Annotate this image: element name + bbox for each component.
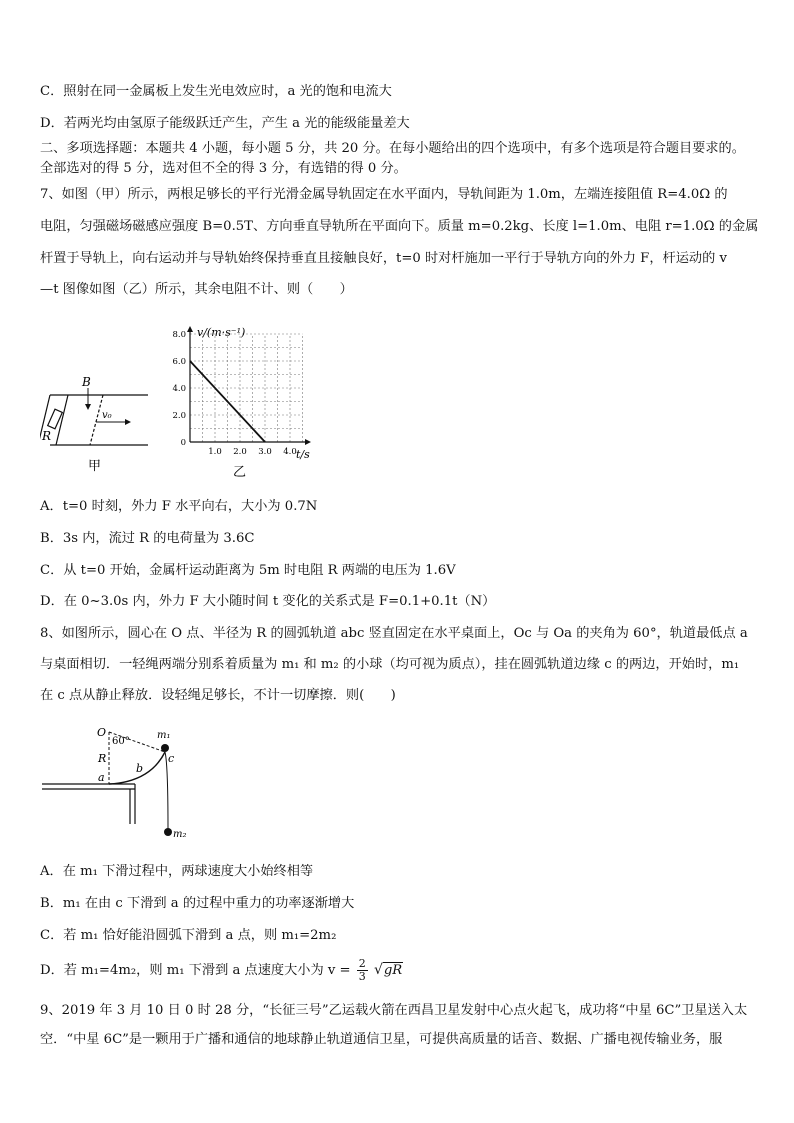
caption-yi: 乙 (233, 465, 247, 480)
option-d-q6: D．若两光均由氢原子能级跃迁产生，产生 a 光的能级能量差大 (40, 116, 410, 131)
label-c: c (168, 752, 175, 765)
sqrt-sign: √ (373, 962, 383, 978)
section-scoring: 全部选对的得 5 分，选对但不全的得 3 分，有选错的得 0 分。 (40, 161, 407, 176)
label-r: R (98, 752, 107, 765)
q9-stem-2: 空．“中星 6C”是一颗用于广播和通信的地球静止轨道通信卫星，可提供高质量的话音、数据、广播电视传输业务，服 (40, 1032, 723, 1047)
q8-option-d (40, 958, 403, 983)
b-arrowhead (85, 404, 91, 410)
q7-stem-2: 电阻，匀强磁场磁感应强度 B=0.5T、方向垂直导轨所在平面向下。质量 m=0.2kg、长度 l=1.0m、电阻 r=1.0Ω 的金属 (40, 219, 759, 234)
q8-option-d-text: D．若 m₁=4m₂，则 m₁ 下滑到 a 点速度大小为 v = (40, 963, 355, 978)
q8-stem-2: 与桌面相切．一轻绳两端分别系着质量为 m₁ 和 m₂ 的小球（均可视为质点），挂在圆弧轨道边缘 c 的两边，开始时，m₁ (40, 657, 740, 672)
label-m2: m₂ (173, 829, 187, 840)
ball-m1 (161, 744, 169, 752)
x-tick-label: 3.0 (258, 447, 272, 457)
label-a: a (98, 771, 105, 784)
q7-option-b: B．3s 内，流过 R 的电荷量为 3.6C (40, 531, 255, 546)
q7-option-d: D．在 0~3.0s 内，外力 F 大小随时间 t 变化的关系式是 F=0.1+0.1t（N） (40, 594, 496, 609)
y-axis-arrow (187, 326, 193, 332)
ball-m2 (164, 828, 172, 836)
q9-stem-1: 9、2019 年 3 月 10 日 0 时 28 分，“长征三号”乙运载火箭在西昌卫星发射中心点火起飞，成功将“中星 6C”卫星送入太 (40, 1003, 748, 1018)
label-r: R (42, 429, 52, 443)
label-m1: m₁ (157, 730, 171, 741)
fraction-denominator: 3 (358, 970, 366, 983)
q8-option-a: A．在 m₁ 下滑过程中，两球速度大小始终相等 (40, 864, 314, 879)
q7-stem-3: 杆置于导轨上，向右运动并与导轨始终保持垂直且接触良好，t=0 时对杆施加一平行于导轨方向的外力 F，杆运动的 v (40, 251, 727, 266)
label-b: B (82, 375, 91, 389)
x-axis-label: t/s (296, 448, 310, 461)
label-v0: v₀ (102, 410, 112, 421)
fraction-numerator: 2 (358, 957, 366, 970)
label-o: O (97, 726, 107, 739)
x-tick-label: 2.0 (233, 447, 247, 457)
q7-stem-4: —t 图像如图（乙）所示，其余电阻不计、则（ ） (40, 282, 353, 297)
q8-stem-3: 在 c 点从静止释放．设轻绳足够长，不计一切摩擦．则( ) (40, 688, 396, 703)
y-tick-label: 2.0 (172, 411, 186, 421)
x-axis-arrow (305, 439, 311, 445)
q7-option-a: A．t=0 时刻，外力 F 水平向右，大小为 0.7N (40, 499, 318, 514)
section-heading: 二、多项选择题：本题共 4 小题，每小题 5 分，共 20 分。在每小题给出的四个选项中，有多个选项是符合题目要求的。 (40, 141, 745, 156)
q7-stem-1: 7、如图（甲）所示，两根足够长的平行光滑金属导轨固定在水平面内，导轨间距为 1.0m，左端连接阻值 R=4.0Ω 的 (40, 187, 728, 202)
sqrt-radicand: gR (383, 963, 403, 978)
y-tick-label: 8.0 (172, 330, 186, 340)
figure-jia (40, 370, 155, 475)
y-tick-label: 4.0 (172, 384, 186, 394)
q8-option-b: B．m₁ 在由 c 下滑到 a 的过程中重力的功率逐渐增大 (40, 896, 355, 911)
label-angle: 60° (112, 736, 130, 747)
option-c-q6: C．照射在同一金属板上发生光电效应时，a 光的饱和电流大 (40, 84, 392, 99)
y-tick-label: 0 (180, 438, 186, 448)
x-tick-label: 1.0 (208, 447, 222, 457)
grid (190, 334, 303, 442)
figure-q8 (40, 724, 200, 844)
y-tick-label: 6.0 (172, 357, 186, 367)
q8-option-c: C．若 m₁ 恰好能沿圆弧下滑到 a 点，则 m₁=2m₂ (40, 928, 337, 943)
figure-yi (165, 322, 325, 482)
q8-stem-1: 8、如图所示，圆心在 O 点、半径为 R 的圆弧轨道 abc 竖直固定在水平桌面上，Oc 与 Oa 的夹角为 60°，轨道最低点 a (40, 626, 748, 641)
velocity-arrowhead (125, 419, 131, 425)
label-b: b (136, 762, 144, 775)
x-tick-label: 4.0 (283, 447, 297, 457)
q7-option-c: C．从 t=0 开始，金属杆运动距离为 5m 时电阻 R 两端的电压为 1.6V (40, 563, 456, 578)
caption-jia: 甲 (88, 459, 102, 474)
y-axis-label: v/(m·s⁻¹) (197, 326, 246, 339)
fraction (357, 958, 368, 983)
